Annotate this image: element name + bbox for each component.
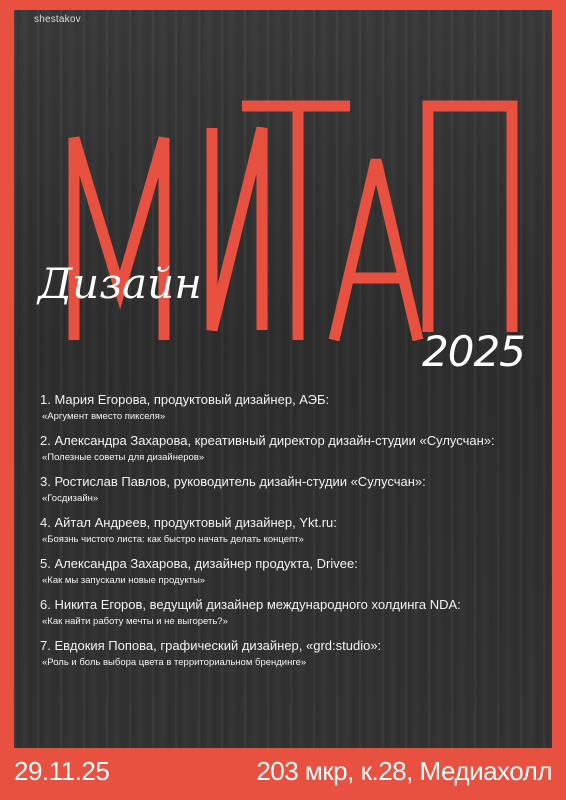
- speaker-topic: «Как мы запускали новые продукты»: [42, 575, 206, 586]
- speaker-item: [40, 474, 540, 505]
- event-date: 29.11.25: [14, 756, 110, 786]
- speaker-title: 7. Евдокия Попова, графический дизайнер, «grd:studio»:: [40, 638, 382, 653]
- headline-year: 2025: [422, 327, 525, 376]
- speaker-topic: «Роль и боль выбора цвета в территориальном брендинге»: [42, 657, 307, 668]
- speaker-list: [40, 392, 540, 679]
- speaker-item: [40, 392, 540, 423]
- speaker-item: [40, 597, 540, 628]
- speaker-topic: «Полезные советы для дизайнеров»: [42, 452, 205, 463]
- poster-footer: [0, 748, 566, 800]
- headline-subheading: Дизайн: [38, 259, 202, 308]
- speaker-title: 4. Айтал Андреев, продуктовый дизайнер, Ykt.ru:: [40, 515, 337, 530]
- speaker-topic: «Боязнь чистого листа: как быстро начать делать концепт»: [42, 534, 304, 545]
- speaker-item: [40, 515, 540, 546]
- speaker-title: 2. Александра Захарова, креативный директор дизайн-студии «Сулусчан»:: [40, 433, 495, 448]
- speaker-title: 3. Ростислав Павлов, руководитель дизайн-студии «Сулусчан»:: [40, 474, 426, 489]
- speaker-topic: «Аргумент вместо пикселя»: [42, 411, 166, 422]
- speaker-item: [40, 433, 540, 464]
- poster-board: [14, 10, 552, 748]
- speaker-topic: «Как найти работу мечты и не выгореть?»: [42, 616, 228, 627]
- speaker-title: 1. Мария Егорова, продуктовый дизайнер, АЭБ:: [40, 392, 330, 407]
- speaker-title: 5. Александра Захарова, дизайнер продукта, Drivee:: [40, 556, 358, 571]
- speaker-topic: «Госдизайн»: [42, 493, 99, 504]
- event-venue: 203 мкр, к.28, Медиахолл: [256, 756, 552, 786]
- speaker-title: 6. Никита Егоров, ведущий дизайнер международного холдинга NDA:: [40, 597, 461, 612]
- speaker-item: [40, 638, 540, 669]
- brand-mark: shestakov: [34, 14, 81, 25]
- speaker-item: [40, 556, 540, 587]
- headline-graphic: [14, 10, 552, 390]
